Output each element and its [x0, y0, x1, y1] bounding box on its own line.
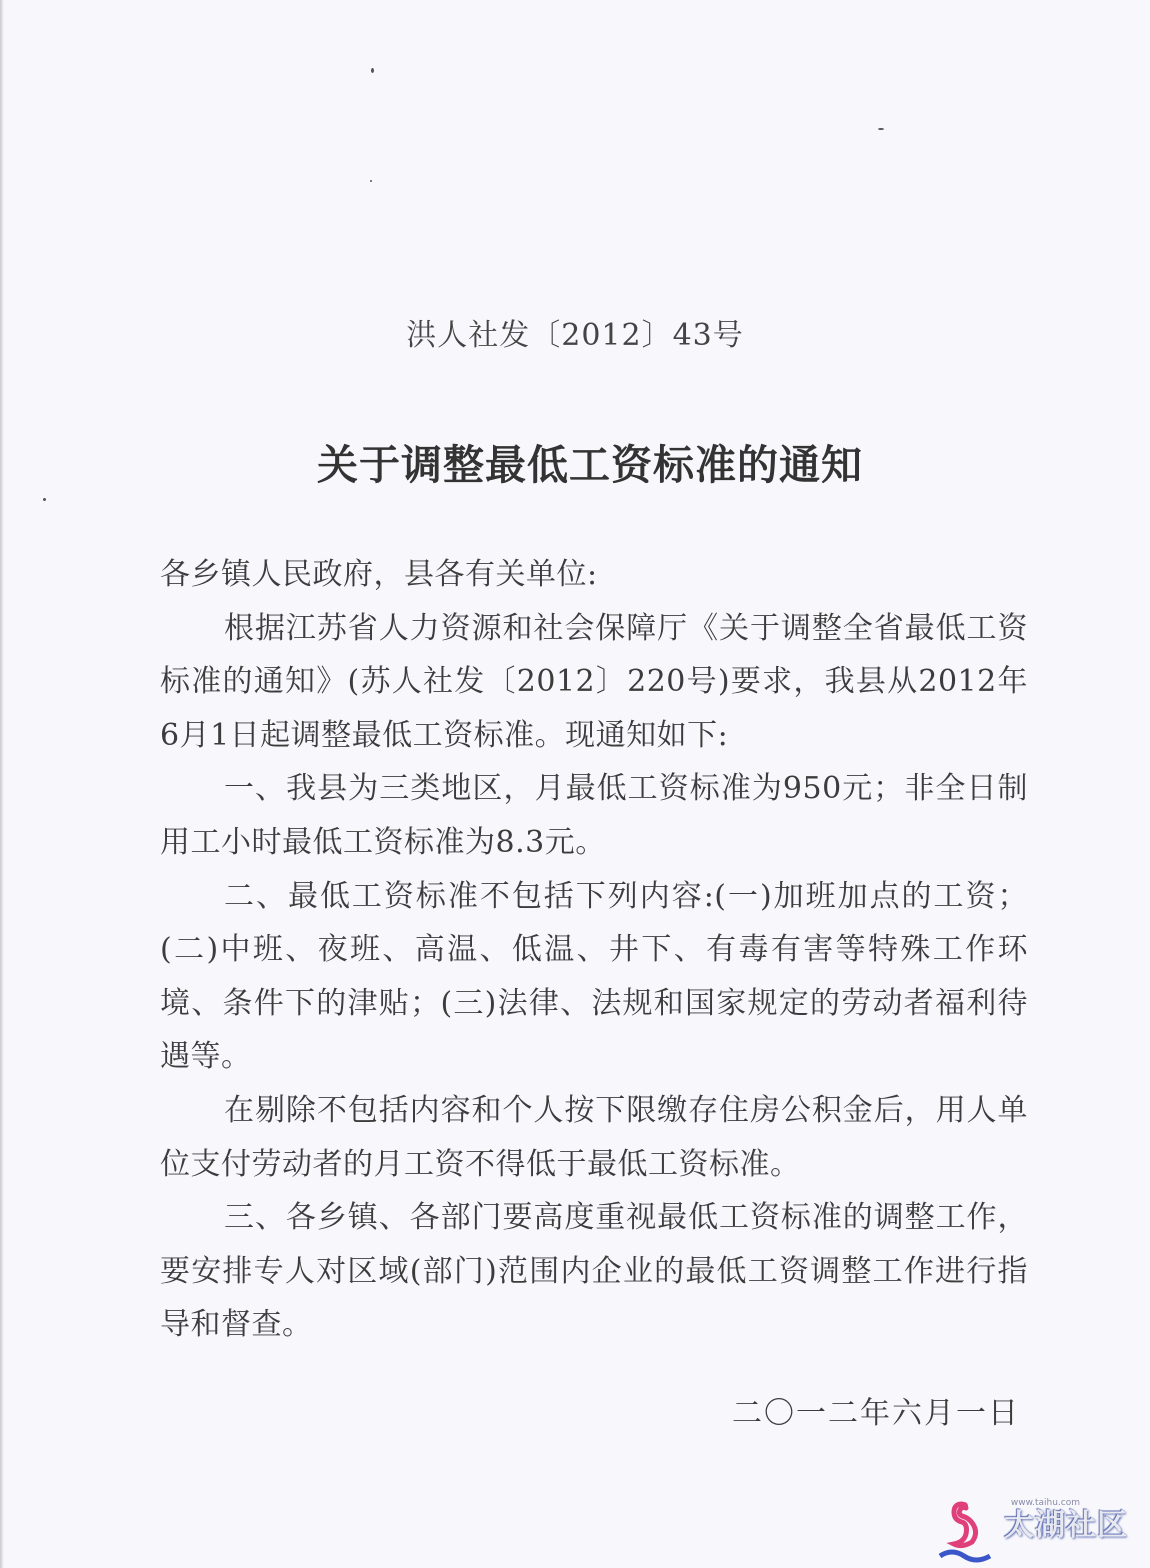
- salutation: 各乡镇人民政府，县各有关单位:: [160, 557, 598, 592]
- scan-speck: [371, 68, 374, 73]
- paragraph-item-3: 三、各乡镇、各部门要高度重视最低工资标准的调整工作，要安排专人对区域(部门)范围内企业的最低工资调整工作进行指导和督查。: [160, 1200, 1028, 1343]
- document-number: 洪人社发〔2012〕43号: [406, 318, 744, 353]
- scan-edge: [0, 0, 4, 1568]
- watermark-text: 太湖社区: [1004, 1508, 1128, 1543]
- scan-speck: [370, 180, 372, 182]
- scan-speck: [43, 498, 46, 501]
- paragraph-intro: 根据江苏省人力资源和社会保障厅《关于调整全省最低工资标准的通知》(苏人社发〔2012〕220号)要求，我县从2012年6月1日起调整最低工资标准。现通知如下:: [160, 610, 1028, 753]
- scan-speck: [878, 128, 884, 130]
- paragraph-note: 在剔除不包括内容和个人按下限缴存住房公积金后，用人单位支付劳动者的月工资不得低于最低工资标准。: [160, 1092, 1028, 1182]
- document-body: [160, 548, 1028, 1352]
- document-date: 二〇一二年六月一日: [732, 1396, 1020, 1431]
- paragraph-item-2: 二、最低工资标准不包括下列内容:(一)加班加点的工资；(二)中班、夜班、高温、低温、井下、有毒有害等特殊工作环境、条件下的津贴；(三)法律、法规和国家规定的劳动者福利待遇等。: [160, 878, 1028, 1075]
- paragraph-item-1: 一、我县为三类地区，月最低工资标准为950元；非全日制用工小时最低工资标准为8.3元。: [160, 771, 1028, 860]
- site-watermark: [932, 1494, 1142, 1564]
- document-title: 关于调整最低工资标准的通知: [317, 441, 863, 489]
- flamingo-icon: [932, 1494, 1002, 1564]
- watermark-url: www.taihu.com: [1010, 1498, 1080, 1508]
